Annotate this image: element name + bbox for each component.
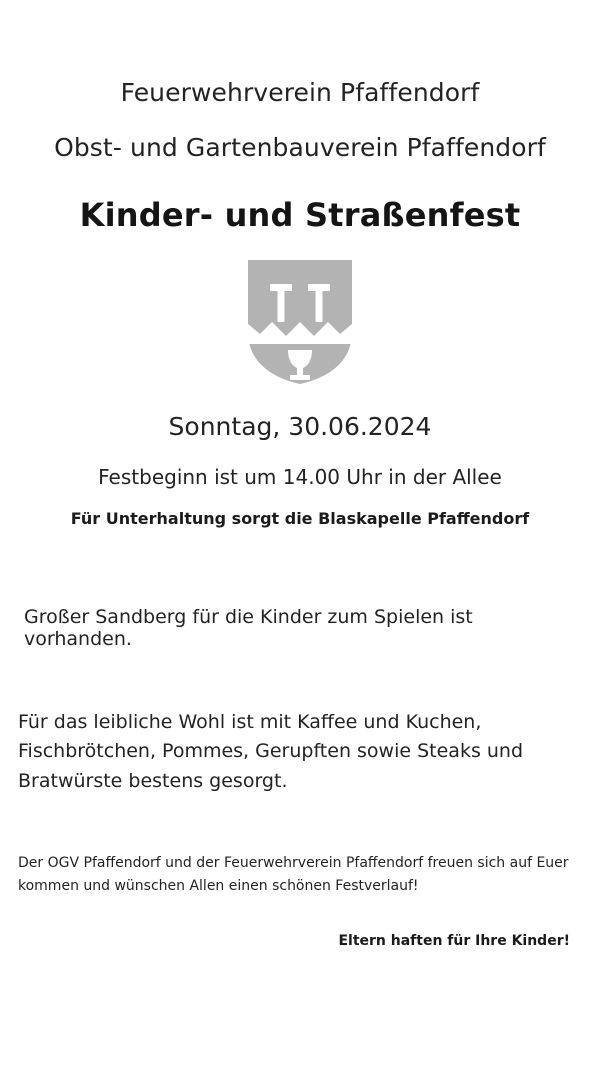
- food-line: Fischbrötchen, Pommes, Gerupften sowie Steaks und: [18, 740, 524, 763]
- food-info: [18, 708, 582, 796]
- food-line: Bratwürste bestens gesorgt.: [18, 769, 288, 792]
- event-start-time: Festbeginn ist um 14.00 Uhr in der Allee: [98, 465, 502, 489]
- sandpit-info: Großer Sandberg für die Kinder zum Spielen ist vorhanden.: [24, 606, 473, 650]
- liability-note: Eltern haften für Ihre Kinder!: [338, 933, 570, 950]
- thanks-line: Der OGV Pfaffendorf und der Feuerwehrverein Pfaffendorf freuen sich auf Euer: [18, 855, 569, 872]
- music-info: Für Unterhaltung sorgt die Blaskapelle Pfaffendorf: [70, 509, 530, 528]
- poster-page: [0, 78, 600, 1092]
- coat-of-arms-icon: [246, 258, 354, 386]
- event-date: Sonntag, 30.06.2024: [168, 412, 432, 441]
- food-line: Für das leibliche Wohl ist mit Kaffee und Kuchen,: [18, 711, 482, 733]
- crest-container: [18, 258, 582, 386]
- organisation-line-1: Feuerwehrverein Pfaffendorf: [120, 78, 480, 107]
- thanks-line: kommen und wünschen Allen einen schönen Festverlauf!: [18, 877, 419, 894]
- organisation-line-2: Obst- und Gartenbauverein Pfaffendorf: [54, 133, 546, 162]
- thanks-note: [18, 852, 582, 897]
- page-title: Kinder- und Straßenfest: [79, 196, 521, 234]
